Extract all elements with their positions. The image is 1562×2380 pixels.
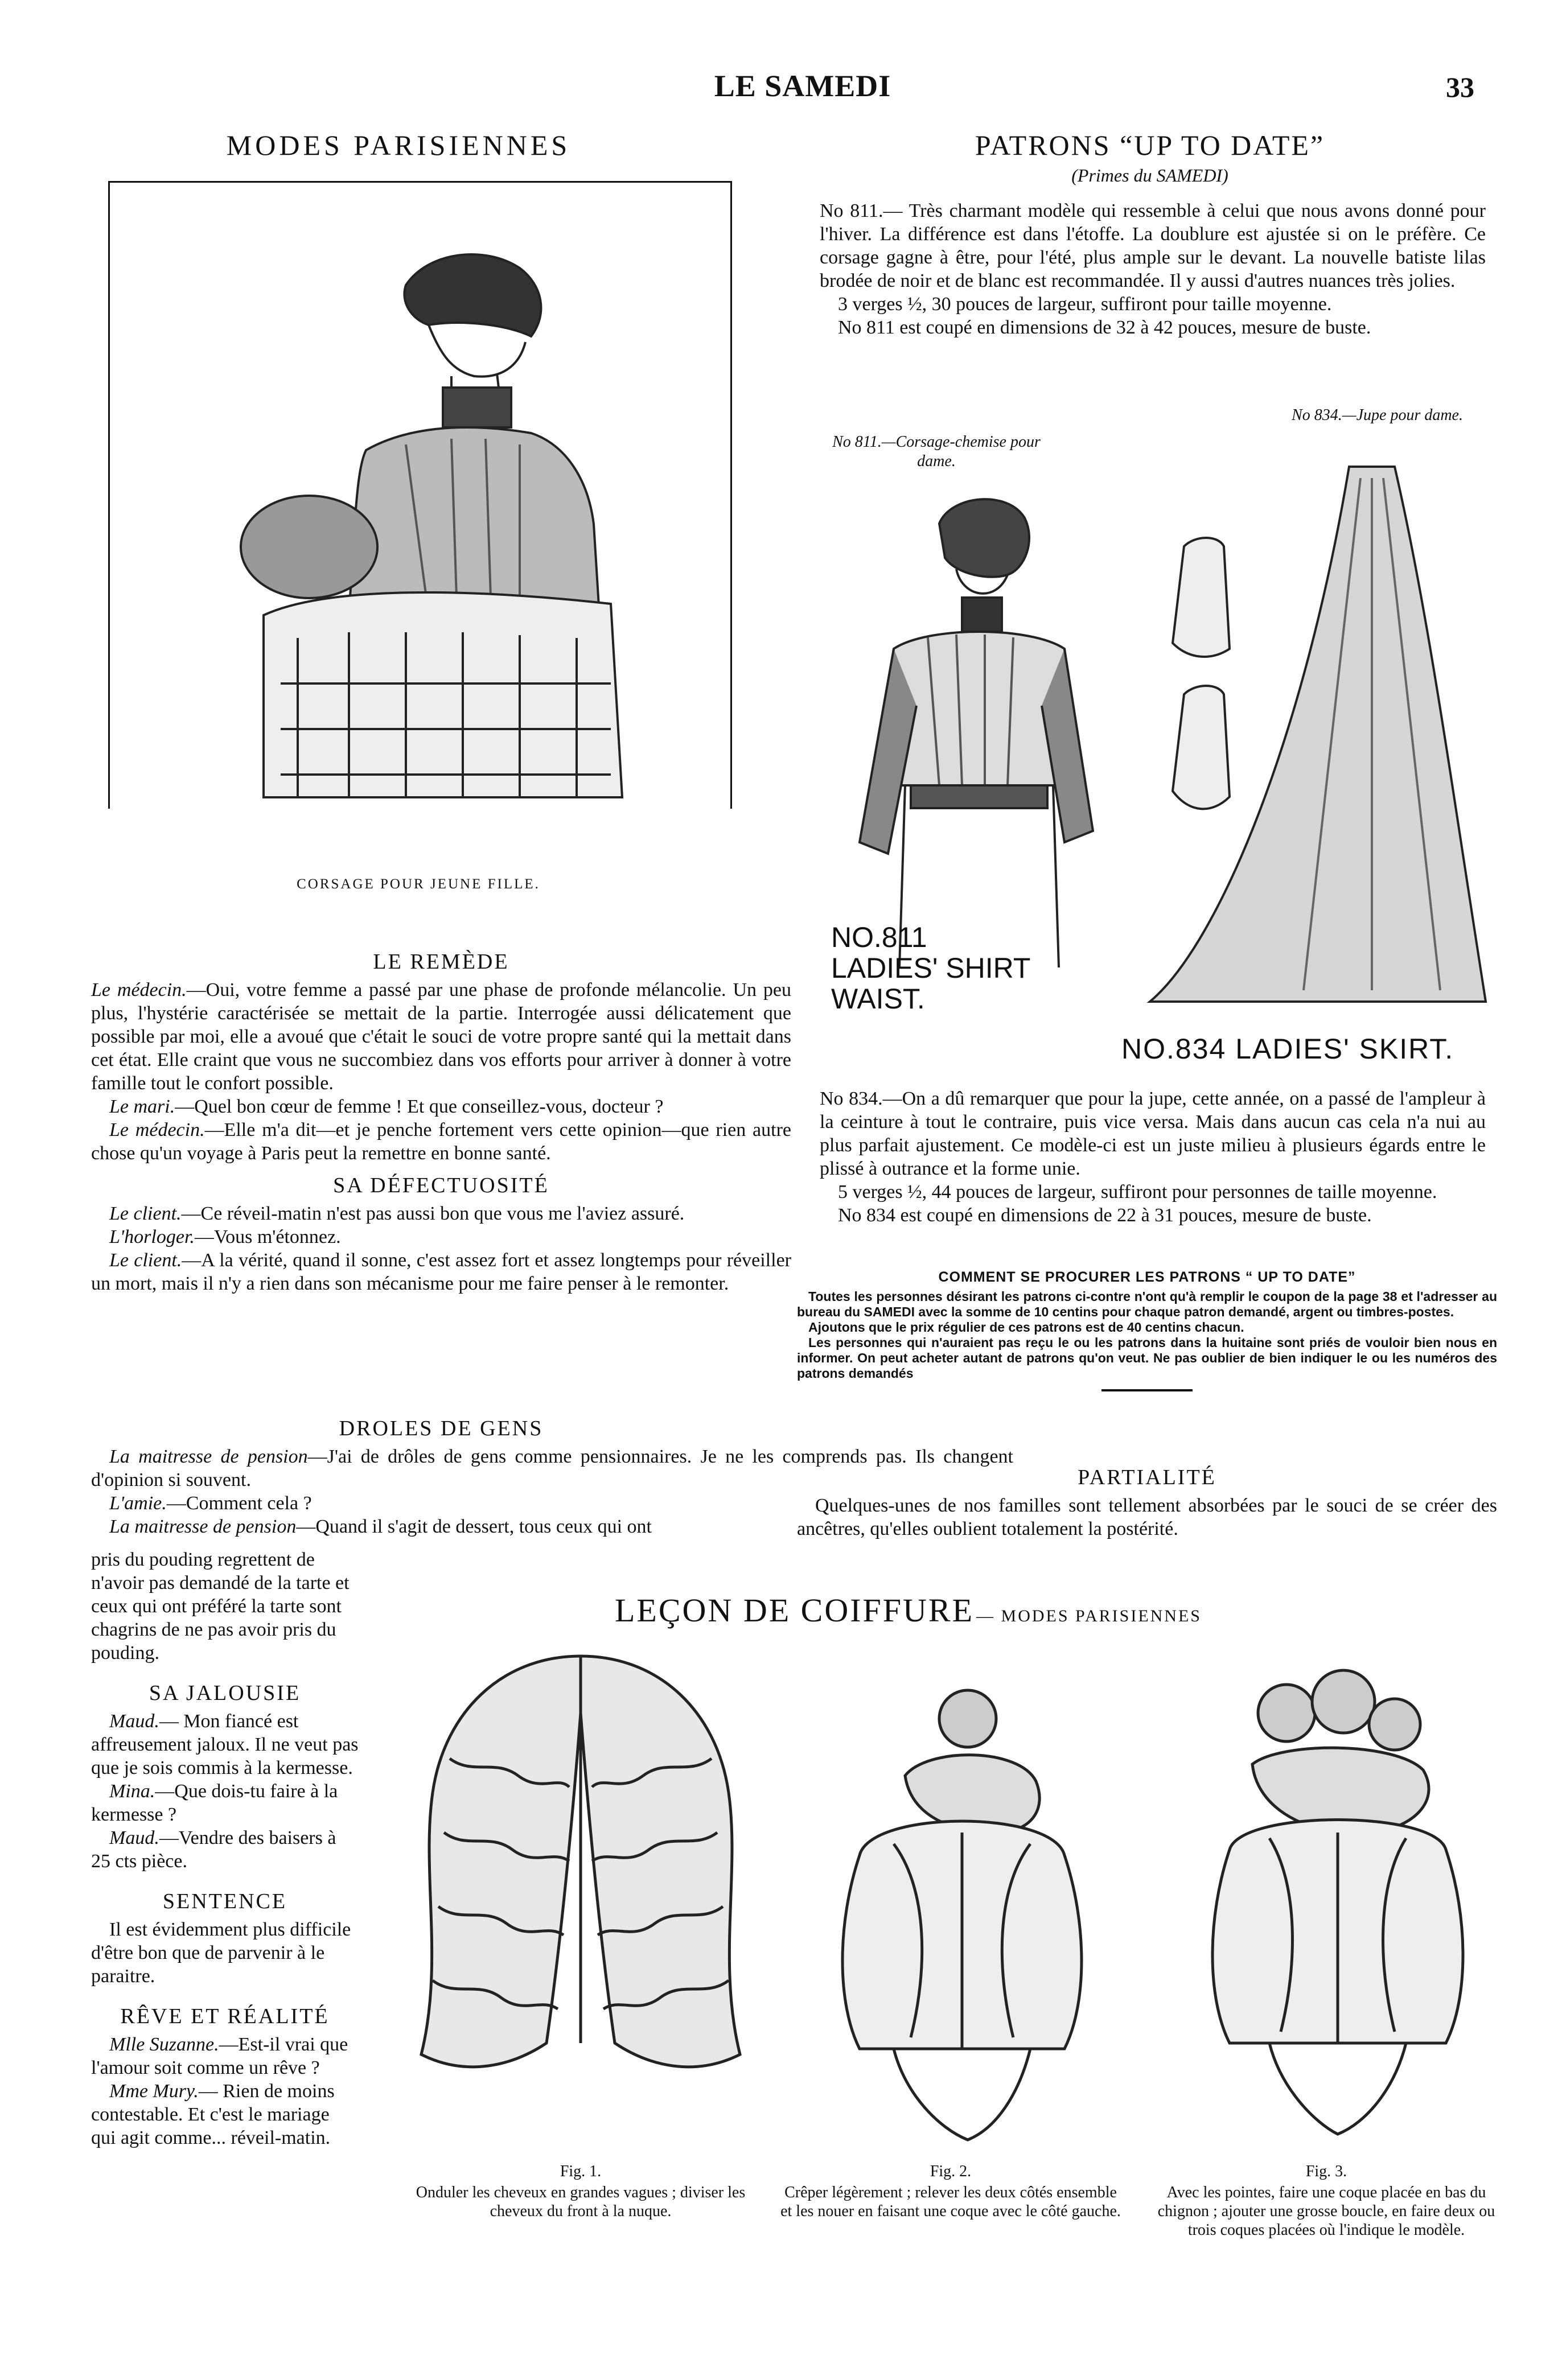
reve-title: RÊVE ET RÉALITÉ <box>120 2004 330 2028</box>
curled-chignon-drawing <box>1156 1667 1508 2151</box>
sentence-title: SENTENCE <box>162 1889 287 1913</box>
fig-1-number: Fig. 1. <box>560 2163 602 2180</box>
young-woman-illustration <box>110 183 730 809</box>
label-811: NO.811 LADIES' SHIRT WAIST. <box>831 921 1030 1015</box>
speaker: Le client. <box>109 1250 182 1271</box>
dialogue-text: —J'ai de drôles de gens comme pensionnaires. Je ne les comprends pas. Ils changent d'opinion si souvent. <box>91 1446 1013 1490</box>
dialogue-text: —Elle m'a dit—et je penche fortement vers cette opinion—que rien autre chose qu'un voyage à Paris peut la remettre en bonne santé. <box>91 1119 791 1164</box>
speaker: Le médecin. <box>109 1119 205 1140</box>
notice-body <box>797 1289 1497 1381</box>
jalousie-title: SA JALOUSIE <box>149 1681 301 1705</box>
page-number: 33 <box>1446 71 1474 103</box>
caption-834: No 834.—Jupe pour dame. <box>1292 406 1463 424</box>
speaker: Mlle Suzanne. <box>109 2034 219 2055</box>
reve-line-2 <box>91 2080 359 2150</box>
illustration-corsage <box>108 181 732 809</box>
coiffure-title-sub: — MODES PARISIENNES <box>976 1607 1202 1625</box>
defectuosite-title: SA DÉFECTUOSITÉ <box>333 1173 549 1197</box>
notice-paragraph-1: Toutes les personnes désirant les patrons ci-contre n'ont qu'à remplir le coupon de la page 38 et l'adresser au bureau du SAMEDI avec la somme de 10 centins pour chaque patron demandé, argent ou timbres-postes. <box>797 1289 1497 1319</box>
dialogue-text: — Mon fiancé est affreusement jaloux. Il ne veut pas que je sois commis à la kermesse. <box>91 1711 359 1778</box>
dialogue-text: —Ce réveil-matin n'est pas aussi bon que vous me l'aviez assuré. <box>181 1203 685 1224</box>
no834-yardage: 5 verges ½, 44 pouces de largeur, suffiront pour personnes de taille moyenne. <box>838 1181 1437 1203</box>
reve-line-1 <box>91 2033 359 2080</box>
speaker: Mme Mury. <box>109 2081 199 2102</box>
jalousie-line-2 <box>91 1780 359 1826</box>
speaker: L'amie. <box>109 1493 167 1514</box>
section-title-modes: MODES PARISIENNES <box>226 129 571 161</box>
skirt-illustration <box>1121 444 1497 1065</box>
skirt-drawing <box>1133 444 1497 1013</box>
wavy-hair-drawing <box>398 1645 763 2157</box>
caption-811: No 811.—Corsage-chemise pour dame. <box>832 433 1041 470</box>
dialogue-text: —Quel bon cœur de femme ! Et que conseillez-vous, docteur ? <box>175 1096 664 1117</box>
divider <box>1101 1389 1193 1391</box>
defectuosite-line-3 <box>91 1249 791 1295</box>
running-title: LE SAMEDI <box>714 69 891 103</box>
left-column-upper <box>91 945 791 1295</box>
chignon-drawing <box>780 1685 1133 2151</box>
speaker: Le mari. <box>109 1096 175 1117</box>
dialogue-text: —Comment cela ? <box>166 1493 312 1514</box>
dialogue-text: —Quand il s'agit de dessert, tous ceux qui ont <box>296 1516 652 1537</box>
speaker: Maud. <box>109 1827 159 1848</box>
notice-paragraph-2: Ajoutons que le prix régulier de ces patrons est de 40 centins chacun. <box>808 1320 1244 1335</box>
partialite-text: Quelques-unes de nos familles sont tellement absorbées par le souci de se créer des ancêtres, qu'elles oublient totalement la postérité. <box>797 1495 1497 1539</box>
notice-title: COMMENT SE PROCURER LES PATRONS “ UP TO DATE” <box>938 1269 1356 1285</box>
speaker: Le médecin. <box>91 979 187 1000</box>
coiffure-title <box>615 1591 1503 1629</box>
no811-sizes: No 811 est coupé en dimensions de 32 à 42 pouces, mesure de buste. <box>838 317 1371 338</box>
droles-title: DROLES DE GENS <box>339 1417 544 1440</box>
speaker: Mina. <box>109 1781 155 1802</box>
figure-1 <box>398 1645 763 2157</box>
speaker: La maitresse de pension <box>109 1516 297 1537</box>
defectuosite-line-2 <box>91 1225 791 1249</box>
dialogue-text: —Est-il vrai que l'amour soit comme un rêve ? <box>91 2034 348 2078</box>
dialogue-text: —Oui, votre femme a passé par une phase de profonde mélancolie. Un peu plus, l'hystérie caractérisée se mettait de la partie. Interrogée aussi délicatement que possible par moi, elle a avoué que c'était le souci de votre propre santé qui la mettait dans cet état. Elle craint que vous ne succombiez dans vos efforts pour arriver à donner à votre famille tout le confort possible. <box>91 979 791 1094</box>
dialogue-text: —Que dois-tu faire à la kermesse ? <box>91 1781 338 1825</box>
dialogue-text: —Vous m'étonnez. <box>194 1226 341 1247</box>
fig-1-caption: Onduler les cheveux en grandes vagues ; diviser les cheveux du front à la nuque. <box>416 2184 746 2220</box>
fig-2-number: Fig. 2. <box>930 2163 972 2180</box>
dialogue-text: —A la vérité, quand il sonne, c'est assez fort et assez longtemps pour réveiller un mort, mais il n'y a rien dans son mécanisme pour me faire penser à le remonter. <box>91 1250 791 1294</box>
dialogue-text: — Rien de moins contestable. Et c'est le mariage qui agit comme... réveil-matin. <box>91 2081 335 2148</box>
illustration-caption: CORSAGE POUR JEUNE FILLE. <box>297 876 540 892</box>
notice-paragraph-3: Les personnes qui n'auraient pas reçu le ou les patrons dans la huitaine sont priés de vouloir bien nous en informer. On peut acheter autant de patrons qu'on veut. Ne pas oublier de bien indiquer le ou les numéros des patrons demandés <box>797 1335 1497 1381</box>
figure-3 <box>1156 1667 1508 2151</box>
fig-2-caption: Crêper légèrement ; relever les deux côtés ensemble et les nouer en faisant une coque avec le côté gauche. <box>780 2184 1121 2220</box>
speaker: Le client. <box>109 1203 182 1224</box>
partialite-title: PARTIALITÉ <box>1078 1465 1216 1489</box>
shirt-waist-drawing <box>825 489 1121 967</box>
no834-paragraph: No 834.—On a dû remarquer que pour la jupe, cette année, on a passé de l'ampleur à la ceinture à tout le contraire, puis vice versa. Mais dans aucun cas cela n'a nui au plus parfait ajustement. Ce modèle-ci est un juste milieu à plusieurs égards entre le plissé à outrance et la forme unie. <box>820 1088 1486 1179</box>
speaker: La maitresse de pension <box>109 1446 308 1467</box>
dialogue-text: —Vendre des baisers à 25 cts pièce. <box>91 1827 336 1872</box>
remede-line-3 <box>91 1118 791 1165</box>
no834-text-block <box>820 1087 1486 1227</box>
fig-3-caption: Avec les pointes, faire une coque placée en bas du chignon ; ajouter une grosse boucle, en faire deux ou trois coques placées où l'indique le modèle. <box>1157 2184 1495 2239</box>
patrons-subtitle: (Primes du SAMEDI) <box>1071 165 1228 186</box>
left-narrow-column <box>91 1548 359 2150</box>
remede-line-2 <box>91 1095 791 1118</box>
figure-2 <box>780 1685 1133 2151</box>
notice-block <box>797 1269 1497 1391</box>
no811-text-block <box>820 199 1486 339</box>
no811-paragraph: No 811.— Très charmant modèle qui ressemble à celui que nous avons donné pour l'hiver. La différence est dans l'étoffe. La doublure est ajustée si on le préfère. Ce corsage gagne à être, pour l'été, plus ample sur le devant. La nouvelle batiste lilas brodée de noir et de blanc est recommandée. Il y aussi d'autres nuances très jolies. <box>820 200 1486 291</box>
shirt-waist-illustration <box>825 489 1121 1015</box>
remede-title: LE REMÈDE <box>373 950 509 974</box>
partialite-block <box>797 1460 1497 1541</box>
defectuosite-line-1 <box>91 1202 791 1225</box>
section-title-patrons: PATRONS “UP TO DATE” <box>975 129 1325 161</box>
speaker: Maud. <box>109 1711 159 1732</box>
sentence-text: Il est évidemment plus difficile d'être bon que de parvenir à le paraitre. <box>91 1919 351 1987</box>
droles-continuation: pris du pouding regrettent de n'avoir pas demandé de la tarte et ceux qui ont préféré la tarte sont chagrins de ne pas avoir pris du pouding. <box>91 1549 350 1663</box>
jalousie-line-1 <box>91 1710 359 1780</box>
fig-3-number: Fig. 3. <box>1305 2163 1347 2180</box>
label-834: NO.834 LADIES' SKIRT. <box>1121 1033 1454 1065</box>
jalousie-line-3 <box>91 1826 359 1873</box>
speaker: L'horloger. <box>109 1226 195 1247</box>
coiffure-title-main: LEÇON DE COIFFURE <box>615 1592 975 1629</box>
no811-yardage: 3 verges ½, 30 pouces de largeur, suffiront pour taille moyenne. <box>838 294 1332 315</box>
remede-line-1 <box>91 978 791 1095</box>
no834-sizes: No 834 est coupé en dimensions de 22 à 31 pouces, mesure de buste. <box>838 1205 1372 1226</box>
